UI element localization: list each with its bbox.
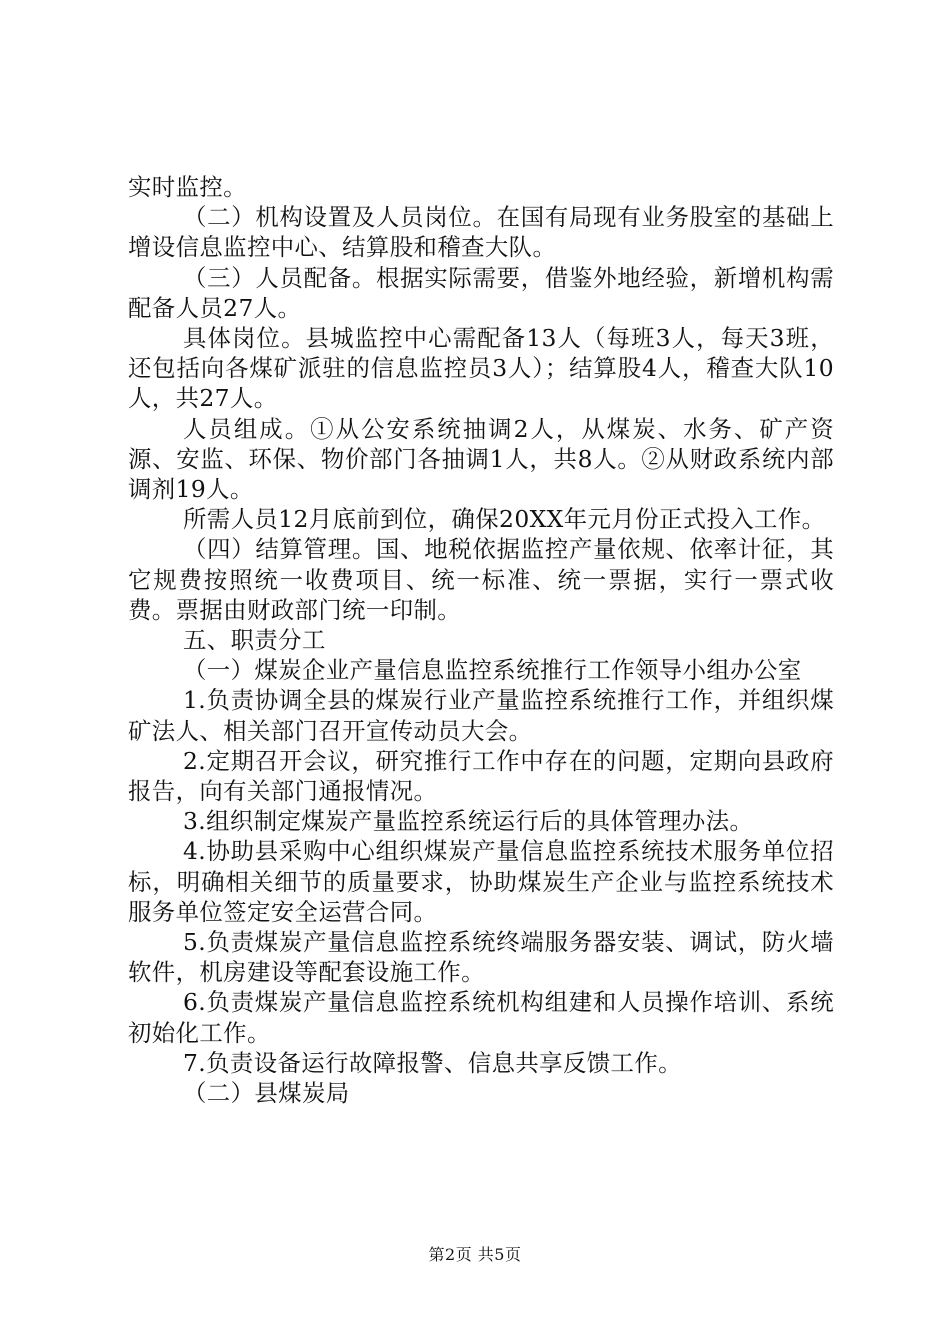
paragraph: （四）结算管理。国、地税依据监控产量依规、依率计征，其它规费按照统一收费项目、统一标准、统一票据，实行一票式收费。票据由财政部门统一印制。 bbox=[128, 535, 834, 624]
paragraph: （三）人员配备。根据实际需要，借鉴外地经验，新增机构需配备人员27人。 bbox=[128, 263, 834, 322]
paragraph: 实时监控。 bbox=[128, 173, 247, 201]
paragraph: 所需人员12月底前到位，确保20XX年元月份正式投入工作。 bbox=[183, 505, 826, 534]
section-heading: 五、职责分工 bbox=[183, 626, 326, 655]
paragraph: 具体岗位。县城监控中心需配备13人（每班3人，每天3班，还包括向各煤矿派驻的信息监控员3人）；结算股4人，稽查大队10人，共27人。 bbox=[128, 324, 834, 413]
list-item: 4.协助县采购中心组织煤炭产量信息监控系统技术服务单位招标，明确相关细节的质量要求，协助煤炭生产企业与监控系统技术服务单位签定安全运营合同。 bbox=[128, 837, 834, 926]
list-item: 5.负责煤炭产量信息监控系统终端服务器安装、调试，防火墙软件，机房建设等配套设施工作。 bbox=[128, 928, 834, 987]
list-item: 2.定期召开会议，研究推行工作中存在的问题，定期向县政府报告，向有关部门通报情况。 bbox=[128, 746, 834, 806]
paragraph: 人员组成。①从公安系统抽调2人，从煤炭、水务、矿产资源、安监、环保、物价部门各抽调1人，共8人。②从财政系统内部调剂19人。 bbox=[128, 414, 834, 504]
document-body bbox=[128, 172, 834, 1108]
list-item: 6.负责煤炭产量信息监控系统机构组建和人员操作培训、系统初始化工作。 bbox=[128, 988, 834, 1047]
list-item: 7.负责设备运行故障报警、信息共享反馈工作。 bbox=[183, 1048, 682, 1077]
list-item: 3.组织制定煤炭产量监控系统运行后的具体管理办法。 bbox=[183, 807, 754, 836]
paragraph: （二）机构设置及人员岗位。在国有局现有业务股室的基础上增设信息监控中心、结算股和稽查大队。 bbox=[128, 203, 834, 262]
page-number-footer: 第2页 共5页 bbox=[428, 1245, 522, 1264]
list-item: 1.负责协调全县的煤炭行业产量监控系统推行工作，并组织煤矿法人、相关部门召开宣传动员大会。 bbox=[128, 686, 834, 745]
subsection-heading: （二）县煤炭局 bbox=[183, 1079, 350, 1108]
subsection-heading: （一）煤炭企业产量信息监控系统推行工作领导小组办公室 bbox=[183, 656, 802, 685]
